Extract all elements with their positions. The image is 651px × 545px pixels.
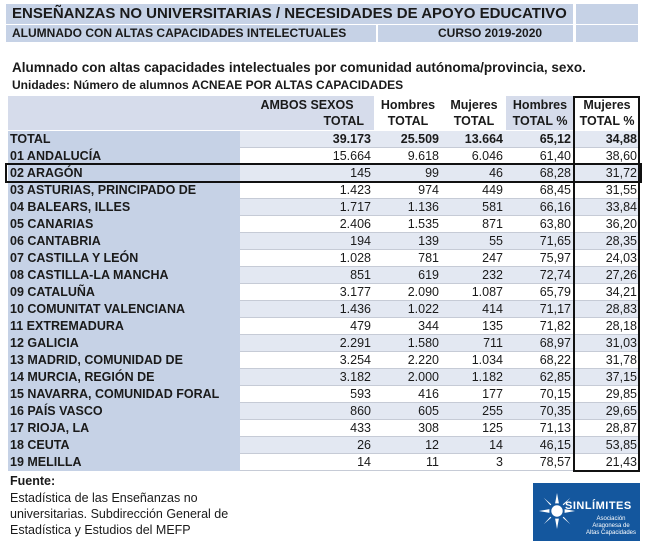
cell-value: 65,12 xyxy=(506,131,574,148)
course-label: CURSO 2019-2020 xyxy=(378,25,573,42)
cell-value: 70,35 xyxy=(506,403,574,420)
cell-value: 37,15 xyxy=(574,369,640,386)
column-header-ambos xyxy=(240,96,374,130)
cell-value: 34,21 xyxy=(574,284,640,301)
cell-value: 33,84 xyxy=(574,199,640,216)
column-header-mujeres xyxy=(442,96,506,130)
header-filler-2 xyxy=(576,25,638,42)
table-row xyxy=(8,216,640,233)
region-name: 13 MADRID, COMUNIDAD DE xyxy=(8,352,240,369)
cell-value: 27,26 xyxy=(574,267,640,284)
cell-value: 62,85 xyxy=(506,369,574,386)
cell-value: 247 xyxy=(442,250,506,267)
cell-value: 1.423 xyxy=(240,182,374,199)
region-name: 05 CANARIAS xyxy=(8,216,240,233)
cell-value: 2.291 xyxy=(240,335,374,352)
table-row xyxy=(8,301,640,318)
cell-value: 1.182 xyxy=(442,369,506,386)
region-name: 07 CASTILLA Y LEÓN xyxy=(8,250,240,267)
region-name: 01 ANDALUCÍA xyxy=(8,148,240,165)
cell-value: 851 xyxy=(240,267,374,284)
table-row xyxy=(8,165,640,182)
column-header-top: Hombres xyxy=(380,98,436,112)
table-row xyxy=(8,386,640,403)
cell-value: 1.535 xyxy=(374,216,442,233)
column-header-hombres-pct xyxy=(506,96,574,130)
table-row xyxy=(8,318,640,335)
region-name: 15 NAVARRA, COMUNIDAD FORAL xyxy=(8,386,240,403)
cell-value: 21,43 xyxy=(574,454,640,471)
cell-value: 711 xyxy=(442,335,506,352)
cell-value: 28,35 xyxy=(574,233,640,250)
cell-value: 619 xyxy=(374,267,442,284)
cell-value: 28,18 xyxy=(574,318,640,335)
cell-value: 68,45 xyxy=(506,182,574,199)
source-label: Fuente: xyxy=(10,474,56,488)
cell-value: 1.717 xyxy=(240,199,374,216)
region-name: 09 CATALUÑA xyxy=(8,284,240,301)
table-row xyxy=(8,148,640,165)
cell-value: 3.254 xyxy=(240,352,374,369)
region-name: 18 CEUTA xyxy=(8,437,240,454)
cell-value: 1.136 xyxy=(374,199,442,216)
cell-value: 1.436 xyxy=(240,301,374,318)
cell-value: 605 xyxy=(374,403,442,420)
region-name: 10 COMUNITAT VALENCIANA xyxy=(8,301,240,318)
column-header-bottom: TOTAL xyxy=(323,114,364,128)
cell-value: 26 xyxy=(240,437,374,454)
section-title: ALUMNADO CON ALTAS CAPACIDADES INTELECTUALES xyxy=(6,25,376,42)
association-logo xyxy=(533,483,640,541)
cell-value: 31,03 xyxy=(574,335,640,352)
cell-value: 3.182 xyxy=(240,369,374,386)
cell-value: 36,20 xyxy=(574,216,640,233)
cell-value: 65,79 xyxy=(506,284,574,301)
cell-value: 416 xyxy=(374,386,442,403)
cell-value: 581 xyxy=(442,199,506,216)
cell-value: 68,22 xyxy=(506,352,574,369)
cell-value: 38,60 xyxy=(574,148,640,165)
cell-value: 2.090 xyxy=(374,284,442,301)
cell-value: 31,78 xyxy=(574,352,640,369)
header-filler xyxy=(576,4,638,24)
cell-value: 14 xyxy=(442,437,506,454)
cell-value: 1.028 xyxy=(240,250,374,267)
region-name: TOTAL xyxy=(8,131,240,148)
cell-value: 3.177 xyxy=(240,284,374,301)
cell-value: 29,85 xyxy=(574,386,640,403)
cell-value: 71,65 xyxy=(506,233,574,250)
region-name: 08 CASTILLA-LA MANCHA xyxy=(8,267,240,284)
region-name: 04 BALEARS, ILLES xyxy=(8,199,240,216)
units-label: Unidades: Número de alumnos ACNEAE POR ALTAS CAPACIDADES xyxy=(12,78,404,92)
cell-value: 135 xyxy=(442,318,506,335)
cell-value: 1.087 xyxy=(442,284,506,301)
cell-value: 31,55 xyxy=(574,182,640,199)
column-header-bottom: TOTAL xyxy=(387,114,429,128)
cell-value: 78,57 xyxy=(506,454,574,471)
table-row xyxy=(8,454,640,471)
cell-value: 70,15 xyxy=(506,386,574,403)
cell-value: 11 xyxy=(374,454,442,471)
cell-value: 34,88 xyxy=(574,131,640,148)
cell-value: 71,82 xyxy=(506,318,574,335)
cell-value: 308 xyxy=(374,420,442,437)
cell-value: 66,16 xyxy=(506,199,574,216)
cell-value: 344 xyxy=(374,318,442,335)
logo-wordmark: SINLÍMITES xyxy=(565,500,632,512)
cell-value: 53,85 xyxy=(574,437,640,454)
cell-value: 974 xyxy=(374,182,442,199)
column-header-top: Mujeres xyxy=(583,98,631,112)
cell-value: 6.046 xyxy=(442,148,506,165)
cell-value: 139 xyxy=(374,233,442,250)
table-subtitle: Alumnado con altas capacidades intelectuales por comunidad autónoma/provincia, sexo. xyxy=(12,60,586,75)
cell-value: 177 xyxy=(442,386,506,403)
cell-value: 255 xyxy=(442,403,506,420)
column-header-top: Hombres xyxy=(512,98,568,112)
column-header-bottom: TOTAL % xyxy=(579,114,635,128)
table-row xyxy=(8,182,640,199)
cell-value: 433 xyxy=(240,420,374,437)
column-header-bottom: TOTAL xyxy=(453,114,495,128)
cell-value: 24,03 xyxy=(574,250,640,267)
cell-value: 2.220 xyxy=(374,352,442,369)
cell-value: 449 xyxy=(442,182,506,199)
cell-value: 28,87 xyxy=(574,420,640,437)
region-name: 16 PAÍS VASCO xyxy=(8,403,240,420)
table-row xyxy=(8,233,640,250)
cell-value: 46 xyxy=(442,165,506,182)
cell-value: 1.022 xyxy=(374,301,442,318)
cell-value: 232 xyxy=(442,267,506,284)
table-row xyxy=(8,437,640,454)
cell-value: 145 xyxy=(240,165,374,182)
cell-value: 75,97 xyxy=(506,250,574,267)
column-header-mujeres-pct xyxy=(574,96,640,130)
cell-value: 99 xyxy=(374,165,442,182)
cell-value: 194 xyxy=(240,233,374,250)
cell-value: 68,97 xyxy=(506,335,574,352)
cell-value: 68,28 xyxy=(506,165,574,182)
column-header-bottom: TOTAL % xyxy=(512,114,568,128)
cell-value: 1.034 xyxy=(442,352,506,369)
table-row xyxy=(8,267,640,284)
table-row xyxy=(8,199,640,216)
cell-value: 9.618 xyxy=(374,148,442,165)
column-header-top: Mujeres xyxy=(450,98,498,112)
cell-value: 14 xyxy=(240,454,374,471)
cell-value: 29,65 xyxy=(574,403,640,420)
region-name: 12 GALICIA xyxy=(8,335,240,352)
cell-value: 25.509 xyxy=(374,131,442,148)
region-name: 06 CANTABRIA xyxy=(8,233,240,250)
region-name: 02 ARAGÓN xyxy=(8,165,240,182)
cell-value: 2.000 xyxy=(374,369,442,386)
table-row xyxy=(8,250,640,267)
report-title: ENSEÑANZAS NO UNIVERSITARIAS / NECESIDADES DE APOYO EDUCATIVO xyxy=(6,4,573,24)
cell-value: 63,80 xyxy=(506,216,574,233)
region-name: 11 EXTREMADURA xyxy=(8,318,240,335)
cell-value: 871 xyxy=(442,216,506,233)
cell-value: 46,15 xyxy=(506,437,574,454)
column-header-top: AMBOS SEXOS xyxy=(260,98,354,112)
cell-value: 28,83 xyxy=(574,301,640,318)
cell-value: 71,17 xyxy=(506,301,574,318)
cell-value: 3 xyxy=(442,454,506,471)
cell-value: 39.173 xyxy=(240,131,374,148)
table-row xyxy=(8,420,640,437)
table-row xyxy=(8,335,640,352)
source-text: Estadística de las Enseñanzas no universitarias. Subdirección General de Estadística y Estudios del MEFP xyxy=(10,491,229,537)
cell-value: 12 xyxy=(374,437,442,454)
cell-value: 31,72 xyxy=(574,165,640,182)
cell-value: 72,74 xyxy=(506,267,574,284)
cell-value: 479 xyxy=(240,318,374,335)
cell-value: 55 xyxy=(442,233,506,250)
cell-value: 781 xyxy=(374,250,442,267)
table-row xyxy=(8,284,640,301)
table-row xyxy=(8,403,640,420)
cell-value: 414 xyxy=(442,301,506,318)
region-name: 19 MELILLA xyxy=(8,454,240,471)
table-row xyxy=(8,352,640,369)
logo-subtext: Asociación Aragonesa de Altas Capacidades xyxy=(585,516,637,536)
region-name: 03 ASTURIAS, PRINCIPADO DE xyxy=(8,182,240,199)
cell-value: 593 xyxy=(240,386,374,403)
column-header-hombres xyxy=(374,96,442,130)
region-name: 17 RIOJA, LA xyxy=(8,420,240,437)
table-row xyxy=(8,369,640,386)
header-corner xyxy=(8,96,240,130)
cell-value: 2.406 xyxy=(240,216,374,233)
cell-value: 1.580 xyxy=(374,335,442,352)
cell-value: 125 xyxy=(442,420,506,437)
cell-value: 71,13 xyxy=(506,420,574,437)
cell-value: 15.664 xyxy=(240,148,374,165)
region-name: 14 MURCIA, REGIÓN DE xyxy=(8,369,240,386)
cell-value: 860 xyxy=(240,403,374,420)
cell-value: 13.664 xyxy=(442,131,506,148)
total-row xyxy=(8,131,640,148)
cell-value: 61,40 xyxy=(506,148,574,165)
